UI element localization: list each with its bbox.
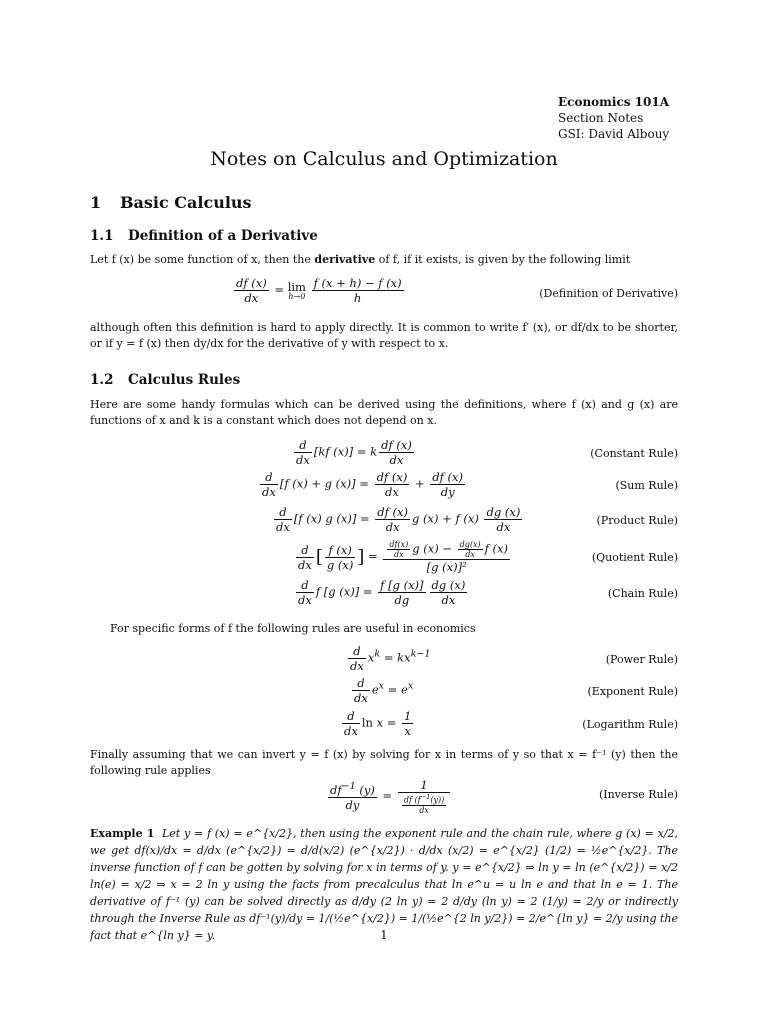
logarithm-rule-equation: $\frac{d}{dx}$ ln x = $\frac{1}{x}$ — [344, 709, 412, 738]
page-number: 1 — [380, 928, 388, 942]
subsection-number: 1.1 — [90, 228, 114, 244]
section-number: 1 — [90, 193, 102, 212]
subsection-title: Calculus Rules — [128, 372, 241, 388]
definition-after-paragraph: although often this definition is hard to apply directly. It is common to write f′ (x), or df/dx to be shorter, or if y = f (x) then dy/dx for the derivative of y with respect to x. — [90, 321, 678, 350]
quotient-rule-equation: $\frac{d}{dx}$ [ $\frac{f (x)}{g (x)}$ ] = $\frac{df(x)}{dx}$ g (x) − $\frac{dg(x)}{dx}$ f (x) [g (x)]² — [298, 540, 509, 574]
constant-rule-equation: $\frac{d}{dx}$ [kf (x)] = k $\frac{df (x)}{dx}$ — [296, 438, 412, 467]
page-title: Notes on Calculus and Optimization — [210, 148, 558, 170]
constant-rule-label: (Constant Rule) — [590, 447, 678, 460]
rules-intro-paragraph: Here are some handy formulas which can be derived using the definitions, where f (x) and g (x) are functions of x and k is a constant which does not depend on x. — [90, 398, 678, 427]
inverse-intro-paragraph: Finally assuming that we can invert y = f (x) by solving for x in terms of y so that x = f⁻¹ (y) then the following rule applies — [90, 748, 678, 777]
definition-label: (Definition of Derivative) — [539, 287, 678, 300]
chain-rule-label: (Chain Rule) — [607, 587, 678, 600]
power-rule-equation: $\frac{d}{dx}$ $x^k = kx^{k-1}$ — [350, 644, 431, 673]
exponent-rule-equation: $\frac{d}{dx}$ $e^x = e^x$ — [354, 676, 414, 705]
definition-intro-text-a: Let f (x) be some function of x, then the — [90, 253, 315, 266]
subsection-heading-1-2 — [90, 372, 240, 388]
definition-intro-paragraph — [90, 252, 678, 268]
logarithm-rule-label: (Logarithm Rule) — [582, 718, 678, 731]
section-heading-1 — [90, 193, 252, 212]
inverse-rule-equation: $\frac{df^{-1} (y)}{dy}$ = $\frac{1}{\frac{df (f^{-1}(y))}{dx}}$ — [326, 778, 452, 815]
quotient-rule-label: (Quotient Rule) — [591, 551, 678, 564]
specific-forms-paragraph: For specific forms of f the following rules are useful in economics — [110, 622, 476, 635]
product-rule-equation: $\frac{d}{dx}$ [f (x) g (x)] = $\frac{df (x)}{dx}$ g (x) + f (x) $\frac{dg (x)}{dx}$ — [276, 505, 521, 534]
subsection-heading-1-1 — [90, 228, 318, 244]
subsection-number: 1.2 — [90, 372, 114, 388]
section-title: Basic Calculus — [120, 193, 252, 212]
inverse-rule-label: (Inverse Rule) — [598, 788, 678, 801]
exponent-rule-label: (Exponent Rule) — [587, 685, 678, 698]
course-title: Economics 101A — [558, 95, 670, 109]
definition-intro-bold: derivative — [314, 253, 376, 266]
power-rule-label: (Power Rule) — [605, 653, 678, 666]
sum-rule-equation: $\frac{d}{dx}$ [f (x) + g (x)] = $\frac{df (x)}{dx}$ + $\frac{df (x)}{dy}$ — [262, 470, 463, 499]
section-notes-label: Section Notes — [558, 111, 644, 125]
example-1-paragraph — [90, 825, 678, 944]
gsi-label: GSI: David Albouy — [558, 127, 670, 141]
definition-equation: $\frac{df (x)}{dx}$ = lim h→0 $\frac{f (x + h) - f (x)}{h}$ — [236, 276, 402, 305]
sum-rule-label: (Sum Rule) — [615, 479, 678, 492]
product-rule-label: (Product Rule) — [596, 514, 678, 527]
example-text: Let y = f (x) = e^{x/2}, then using the exponent rule and the chain rule, where g (x) = x/2, we get df(x)/dx = d/dx (e^{x/2}) = d/d(x/2) (e^{x/2}) · d/dx (x/2) = e^{x/2} (1/2) = ½e^{x/2}. The inverse function of f can be gotten by solving for x in terms of y. y = e^{x/2} ⇒ ln y = ln (e^{x/2}) = x/2 ln(e) = x/2 ⇒ x = 2 ln y using the facts from precalculus that ln e^u = u ln e and that ln e = 1. The derivative of f⁻¹ (y) can be solved directly as d/dy (2 ln y) = 2 d/dy (ln y) = 2 (1/y) = 2/y or indirectly through the Inverse Rule as df⁻¹(y)/dy = 1/(½e^{x/2}) = 1/(½e^{2 ln y/2}) = 2/e^{ln y} = 2/y using the fact that e^{ln y} = y. — [90, 827, 679, 942]
chain-rule-equation: $\frac{d}{dx}$ f [g (x)] = $\frac{f [g (x)]}{dg}$ $\frac{dg (x)}{dx}$ — [298, 578, 466, 607]
subsection-title: Definition of a Derivative — [128, 228, 318, 244]
definition-intro-text-b: of f, if it exists, is given by the following limit — [375, 253, 631, 266]
example-label: Example 1 — [90, 827, 155, 840]
